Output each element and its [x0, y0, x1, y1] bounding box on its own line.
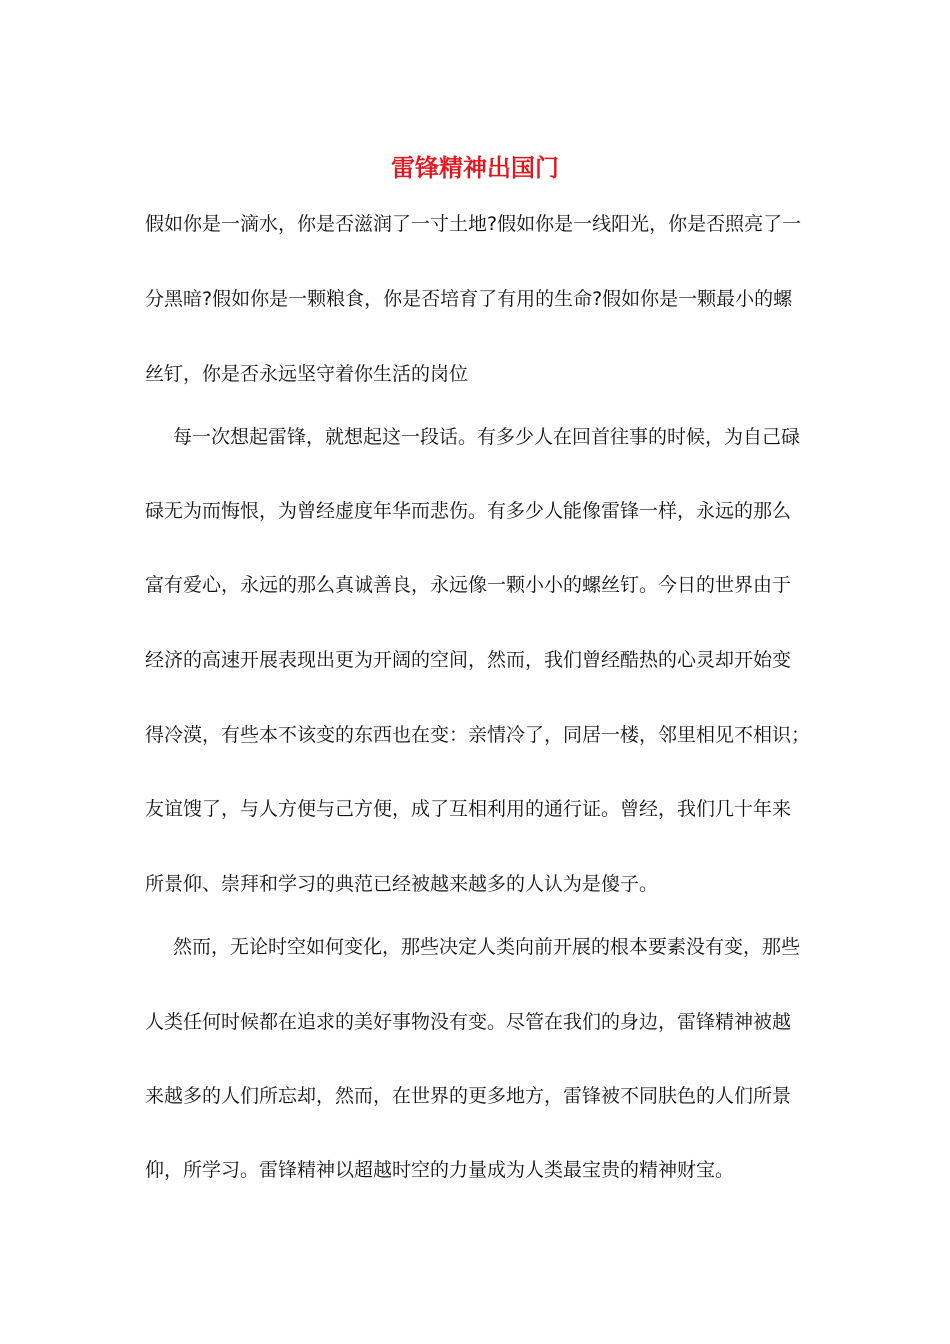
- document-title: 雷锋精神出国门: [391, 153, 559, 182]
- paragraph-3-line-1: 然而，无论时空如何变化，那些决定人类向前开展的根本要素没有变，那些: [173, 936, 801, 958]
- paragraph-3-line-3: 来越多的人们所忘却，然而，在世界的更多地方，雷锋被不同肤色的人们所景: [145, 1085, 792, 1107]
- paragraph-3-line-4: 仰，所学习。雷锋精神以超越时空的力量成为人类最宝贵的精神财宝。: [145, 1159, 735, 1181]
- paragraph-2-line-3: 富有爱心，永远的那么真诚善良，永远像一颗小小的螺丝钉。今日的世界由于: [145, 574, 792, 596]
- paragraph-1-line-3: 丝钉，你是否永远坚守着你生活的岗位: [145, 363, 469, 385]
- paragraph-2-line-5: 得冷漠，有些本不该变的东西也在变：亲情冷了，同居一楼，邻里相见不相识；: [145, 724, 811, 746]
- paragraph-2-line-6: 友谊馊了，与人方便与己方便，成了互相利用的通行证。曾经，我们几十年来: [145, 798, 792, 820]
- paragraph-1-line-2: 分黑暗?假如你是一颗粮食，你是否培育了有用的生命?假如你是一颗最小的螺: [145, 288, 793, 310]
- paragraph-2-line-7: 所景仰、崇拜和学习的典范已经被越来越多的人认为是傻子。: [145, 873, 659, 895]
- paragraph-3-line-2: 人类任何时候都在追求的美好事物没有变。尽管在我们的身边，雷锋精神被越: [145, 1011, 792, 1033]
- paragraph-2-line-2: 碌无为而悔恨，为曾经虚度年华而悲伤。有多少人能像雷锋一样，永远的那么: [145, 500, 792, 522]
- paragraph-2-line-1: 每一次想起雷锋，就想起这一段话。有多少人在回首往事的时候，为自己碌: [173, 426, 801, 448]
- paragraph-2-line-4: 经济的高速开展表现出更为开阔的空间，然而，我们曾经酷热的心灵却开始变: [145, 649, 792, 671]
- paragraph-1-line-1: 假如你是一滴水，你是否滋润了一寸土地?假如你是一线阳光，你是否照亮了一: [145, 213, 802, 235]
